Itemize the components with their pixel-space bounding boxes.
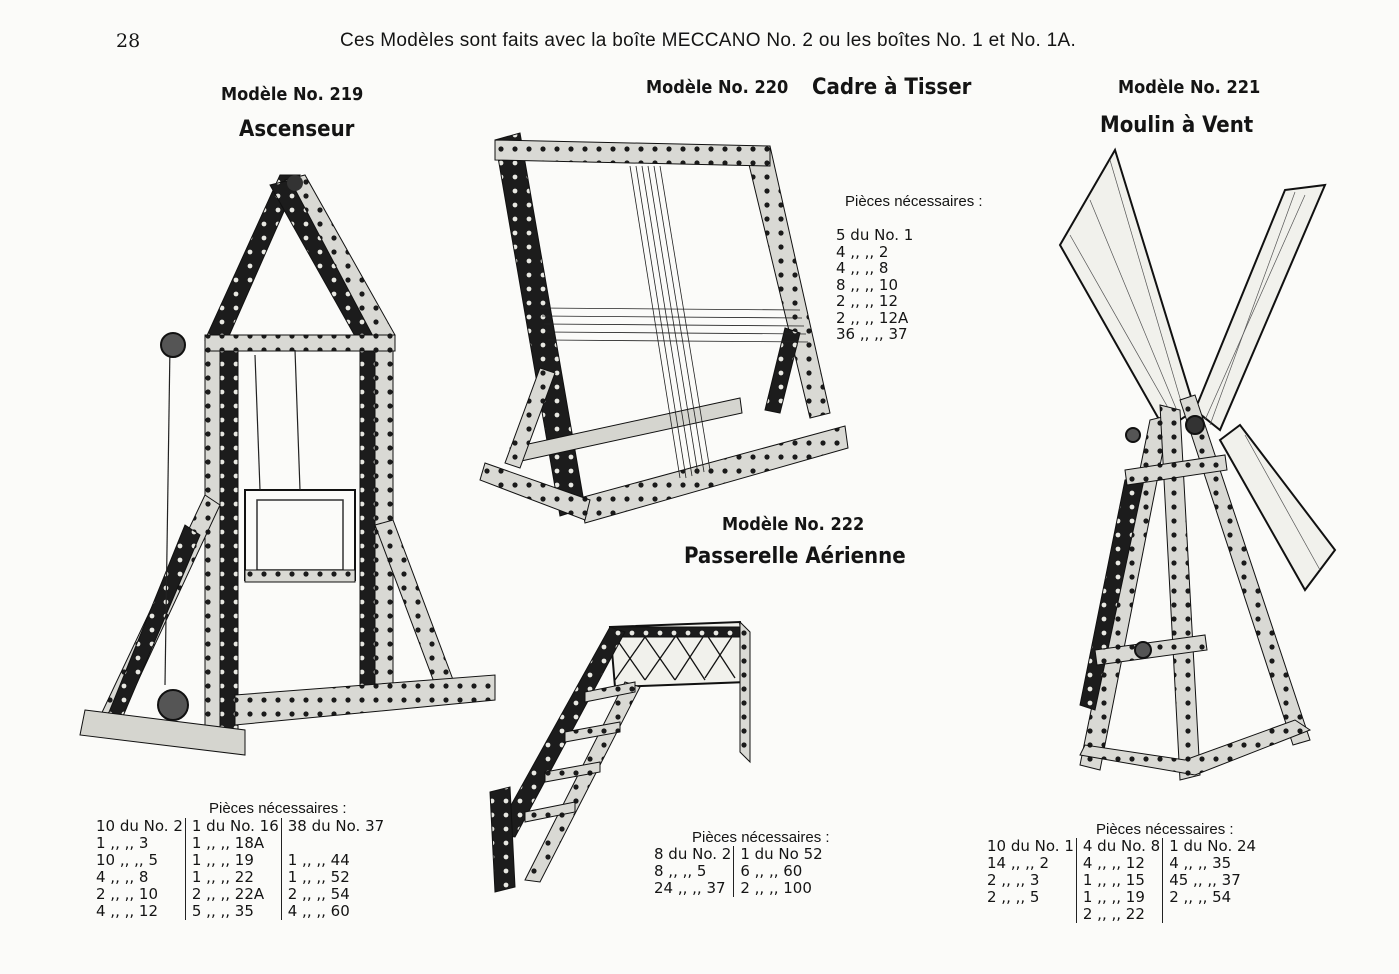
table-row <box>94 903 386 920</box>
parts-cell: 1 du No 52 <box>734 846 825 863</box>
model-220-number: Modèle No. 220 <box>646 77 789 98</box>
parts-cell: 38 du No. 37 <box>281 818 386 835</box>
model-220-parts-list <box>836 227 956 343</box>
parts-cell: 1 ,, ,, 15 <box>1076 872 1162 889</box>
list-item: 5 du No. 1 <box>836 226 914 244</box>
model-220-parts-title <box>845 193 983 210</box>
parts-cell: 1 ,, ,, 18A <box>185 835 281 852</box>
model-220-parts-title-text: Pièces nécessaires : <box>845 193 983 210</box>
parts-cell: 2 ,, ,, 54 <box>281 886 386 903</box>
table-row <box>652 846 825 863</box>
table-row <box>94 835 386 852</box>
parts-cell: 2 ,, ,, 100 <box>734 880 825 897</box>
model-222-parts-table <box>652 846 825 897</box>
model-221-parts-title: Pièces nécessaires : <box>1096 821 1234 838</box>
windmill-illustration <box>1055 150 1385 790</box>
parts-cell: 4 ,, ,, 12 <box>96 902 159 920</box>
parts-cell: 5 ,, ,, 35 <box>185 903 281 920</box>
parts-cell: 10 ,, ,, 5 <box>96 851 159 869</box>
parts-cell: 4 ,, ,, 8 <box>96 868 149 886</box>
parts-cell: 4 ,, ,, 12 <box>1076 855 1162 872</box>
list-item: 4 ,, ,, 8 <box>836 259 889 277</box>
table-row <box>94 852 386 869</box>
model-220-title: Cadre à Tisser <box>812 75 972 100</box>
parts-cell: 4 du No. 8 <box>1076 838 1162 855</box>
parts-cell <box>1163 906 1258 923</box>
model-221-title: Moulin à Vent <box>1100 113 1254 138</box>
parts-cell: 8 ,, ,, 5 <box>654 862 707 880</box>
page-number: 28 <box>116 30 141 52</box>
list-item: 36 ,, ,, 37 <box>836 325 908 343</box>
table-row <box>652 880 825 897</box>
table-row <box>985 855 1258 872</box>
parts-cell: 1 ,, ,, 3 <box>96 834 149 852</box>
table-row <box>94 869 386 886</box>
list-item: 8 ,, ,, 10 <box>836 275 899 294</box>
list-item: 2 ,, ,, 12 <box>836 292 899 310</box>
model-221-parts-table <box>985 838 1258 923</box>
model-222-number: Modèle No. 222 <box>722 514 865 535</box>
list-item: 2 ,, ,, 12A <box>836 308 909 327</box>
table-row <box>985 906 1258 923</box>
parts-cell: 1 ,, ,, 52 <box>281 869 386 886</box>
list-item: 4 ,, ,, 2 <box>836 242 889 261</box>
parts-cell: 1 ,, ,, 44 <box>281 852 386 869</box>
parts-cell: 14 ,, ,, 2 <box>987 854 1050 872</box>
parts-cell: 2 ,, ,, 10 <box>96 885 159 903</box>
model-221-number: Modèle No. 221 <box>1118 77 1261 98</box>
parts-cell: 10 du No. 1 <box>987 837 1074 855</box>
model-219-parts-title: Pièces nécessaires : <box>209 800 347 817</box>
model-222-title: Passerelle Aérienne <box>684 544 906 569</box>
parts-cell: 1 du No. 16 <box>185 818 281 835</box>
parts-cell <box>985 906 1076 923</box>
parts-cell: 1 ,, ,, 19 <box>1076 889 1162 906</box>
loom-frame-illustration <box>480 128 850 538</box>
model-219-parts-table <box>94 818 386 920</box>
parts-cell: 4 ,, ,, 60 <box>281 903 386 920</box>
model-219-title: Ascenseur <box>239 117 355 142</box>
parts-cell: 24 ,, ,, 37 <box>654 879 726 897</box>
table-row <box>985 889 1258 906</box>
elevator-illustration <box>75 175 505 765</box>
table-row <box>94 886 386 903</box>
table-row <box>94 818 386 835</box>
parts-cell: 2 ,, ,, 54 <box>1163 889 1258 906</box>
parts-cell: 2 ,, ,, 5 <box>987 888 1040 906</box>
table-row <box>985 872 1258 889</box>
parts-cell: 1 du No. 24 <box>1163 838 1258 855</box>
running-header: Ces Modèles sont faits avec la boîte MECCANO No. 2 ou les boîtes No. 1 et No. 1A. <box>340 30 1077 51</box>
model-219-number: Modèle No. 219 <box>221 84 364 105</box>
parts-cell: 8 du No. 2 <box>654 845 732 863</box>
table-row <box>985 838 1258 855</box>
parts-cell: 45 ,, ,, 37 <box>1163 872 1258 889</box>
parts-cell <box>281 835 386 852</box>
parts-cell: 10 du No. 2 <box>96 817 183 835</box>
model-222-parts-title: Pièces nécessaires : <box>692 829 830 846</box>
parts-cell: 6 ,, ,, 60 <box>734 863 825 880</box>
parts-cell: 4 ,, ,, 35 <box>1163 855 1258 872</box>
parts-cell: 2 ,, ,, 22A <box>185 886 281 903</box>
parts-cell: 1 ,, ,, 22 <box>185 869 281 886</box>
parts-cell: 1 ,, ,, 19 <box>185 852 281 869</box>
table-row <box>652 863 825 880</box>
parts-cell: 2 ,, ,, 3 <box>987 871 1040 889</box>
parts-cell: 2 ,, ,, 22 <box>1076 906 1162 923</box>
